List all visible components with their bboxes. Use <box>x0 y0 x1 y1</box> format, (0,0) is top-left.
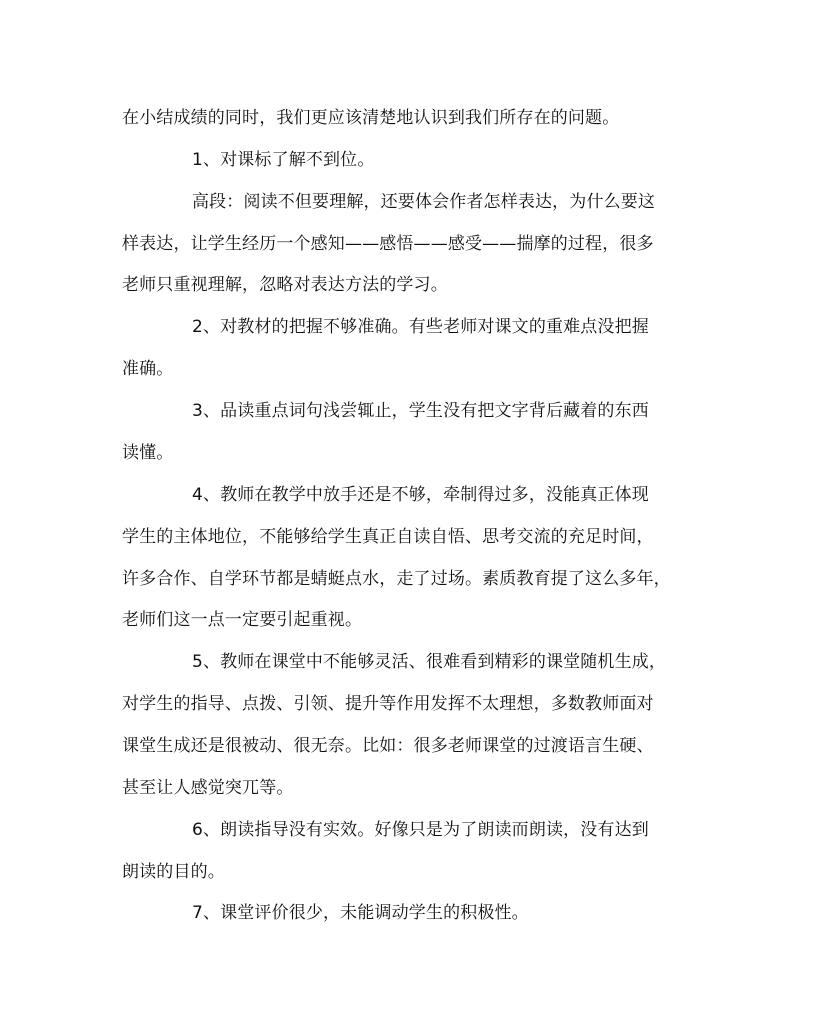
item-1-detail-line-2: 样表达，让学生经历一个感知——感悟——感受——揣摩的过程，很多 <box>122 234 654 254</box>
item-2-line-2: 准确。 <box>122 359 174 379</box>
item-3-line-1: 3、品读重点词句浅尝辄止，学生没有把文字背后藏着的东西 <box>192 401 649 421</box>
item-6-line-2: 朗读的目的。 <box>122 862 225 882</box>
item-4-line-4: 老师们这一点一定要引起重视。 <box>122 610 363 630</box>
item-5-line-2: 对学生的指导、点拨、引领、提升等作用发挥不太理想，多数教师面对 <box>122 694 654 714</box>
item-4-line-3: 许多合作、自学环节都是蜻蜓点水，走了过场。素质教育提了这么多年， <box>122 569 671 589</box>
item-4-line-2: 学生的主体地位，不能够给学生真正自读自悟、思考交流的充足时间， <box>122 527 654 547</box>
item-7-line-1: 7、课堂评价很少，未能调动学生的积极性。 <box>192 903 529 923</box>
paragraph-intro: 在小结成绩的同时，我们更应该清楚地认识到我们所存在的问题。 <box>122 108 620 128</box>
item-1-detail-line-1: 高段：阅读不但要理解，还要体会作者怎样表达，为什么要这 <box>192 192 656 212</box>
item-1-detail-line-3: 老师只重视理解，忽略对表达方法的学习。 <box>122 275 448 295</box>
item-4-line-1: 4、教师在教学中放手还是不够，牵制得过多，没能真正体现 <box>192 485 649 505</box>
item-6-line-1: 6、朗读指导没有实效。好像只是为了朗读而朗读，没有达到 <box>192 820 649 840</box>
item-1-heading: 1、对课标了解不到位。 <box>192 150 375 170</box>
item-5-line-3: 课堂生成还是很被动、很无奈。比如：很多老师课堂的过渡语言生硬、 <box>122 736 654 756</box>
item-5-line-1: 5、教师在课堂中不能够灵活、很难看到精彩的课堂随机生成， <box>192 652 667 672</box>
item-2-line-1: 2、对教材的把握不够准确。有些老师对课文的重难点没把握 <box>192 317 649 337</box>
item-3-line-2: 读懂。 <box>122 443 174 463</box>
item-5-line-4: 甚至让人感觉突兀等。 <box>122 778 294 798</box>
